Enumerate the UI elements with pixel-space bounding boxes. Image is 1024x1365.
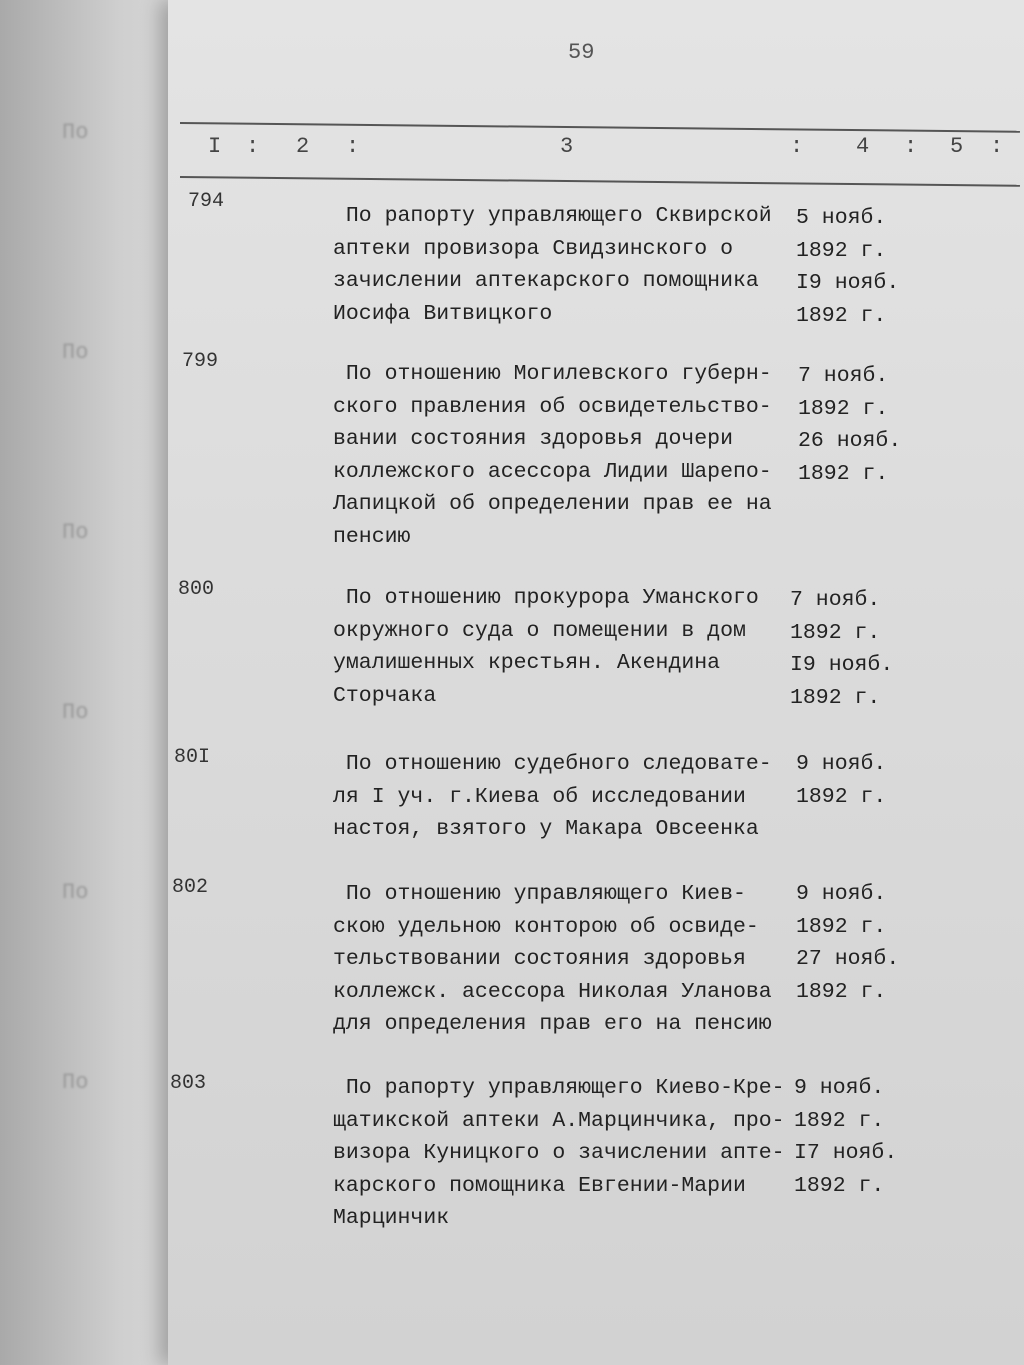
entry-dates [796, 878, 916, 1008]
entry-description [333, 878, 793, 1041]
column-separator: : [990, 134, 1006, 159]
entry-date-line: 1892 г. [798, 396, 889, 421]
entry-line: пенсию [333, 524, 411, 549]
entry-line: По отношению прокурора Уманского [333, 586, 759, 610]
entry-line: настоя, взятого у Макара Овсеенка [333, 817, 759, 841]
page-number: 59 [568, 40, 595, 65]
entry-date-line: 26 нояб. [798, 429, 902, 453]
document-page [168, 0, 1024, 1365]
entry-description [333, 1072, 793, 1235]
entry-date-line: 7 нояб. [790, 588, 881, 612]
entry-number: 803 [170, 1072, 207, 1095]
entry-dates [796, 748, 916, 813]
facing-page-ghost-text: По [62, 880, 89, 905]
entry-line: зачислении аптекарского помощника [333, 269, 759, 293]
entry-date-line: 1892 г. [790, 685, 881, 710]
entry-line: скою удельною конторою об освиде- [333, 914, 759, 939]
entry-date-line: 1892 г. [796, 784, 887, 809]
entry-date-line: 9 нояб. [796, 882, 887, 906]
entry-description [333, 582, 793, 712]
entry-date-line: I9 нояб. [790, 653, 894, 677]
entry-number: 794 [188, 190, 225, 213]
entry-dates [798, 360, 918, 490]
entry-line: карского помощника Евгении-Марии [333, 1173, 746, 1198]
entry-line: коллежского асессора Лидии Шарепо- [333, 459, 772, 484]
column-header-2: 2 [296, 134, 312, 159]
entry-dates [796, 202, 916, 332]
entry-number: 80I [174, 746, 211, 769]
entry-line: По рапорту управляющего Сквирской [333, 204, 772, 228]
column-separator: : [346, 134, 362, 159]
entry-date-line: I7 нояб. [794, 1141, 898, 1165]
entry-date-line: 1892 г. [796, 238, 887, 263]
entry-line: По рапорту управляющего Киево-Кре- [333, 1076, 785, 1100]
entry-number: 799 [182, 350, 219, 373]
entry-description [333, 358, 793, 553]
entry-dates [794, 1072, 914, 1202]
entry-line: ля I уч. г.Киева об исследовании [333, 784, 746, 809]
header-bottom-rule [180, 176, 1020, 187]
entry-line: аптеки провизора Свидзинского о [333, 236, 733, 261]
entry-line: Сторчака [333, 683, 437, 708]
entry-line: По отношению Могилевского губерн- [333, 362, 772, 386]
entry-date-line: 1892 г. [794, 1108, 885, 1133]
entry-line: щатикской аптеки А.Марцинчика, про- [333, 1108, 785, 1133]
entry-dates [790, 584, 910, 714]
entry-line: для определения прав его на пенсию [333, 1012, 772, 1036]
entry-date-line: 27 нояб. [796, 947, 900, 971]
entry-description [333, 748, 793, 846]
entry-line: Марцинчик [333, 1206, 450, 1230]
column-header-3: 3 [560, 134, 576, 159]
entry-line: коллежск. асессора Николая Уланова [333, 979, 772, 1004]
entry-line: ского правления об освидетельство- [333, 394, 772, 419]
entry-date-line: 9 нояб. [794, 1076, 885, 1100]
entry-date-line: 1892 г. [790, 620, 881, 645]
entry-line: Лапицкой об определении прав ее на [333, 492, 772, 516]
entry-date-line: 1892 г. [796, 979, 887, 1004]
entry-line: визора Куницкого о зачислении апте- [333, 1141, 785, 1165]
facing-page-ghost-text: По [62, 520, 89, 545]
entry-date-line: 5 нояб. [796, 206, 887, 230]
entry-line: По отношению управляющего Киев- [333, 882, 746, 906]
entry-date-line: 1892 г. [794, 1173, 885, 1198]
column-separator: : [790, 134, 806, 159]
column-header-5: 5 [950, 134, 966, 159]
column-separator: : [904, 134, 920, 159]
entry-description [333, 200, 793, 330]
entry-date-line: 1892 г. [798, 461, 889, 486]
column-header-1: I [208, 134, 224, 159]
entry-line: Иосифа Витвицкого [333, 301, 553, 326]
column-header-4: 4 [856, 134, 872, 159]
entry-line: умалишенных крестьян. Акендина [333, 651, 721, 675]
entry-date-line: 7 нояб. [798, 364, 889, 388]
entry-line: По отношению судебного следовате- [333, 752, 772, 776]
facing-page-ghost-text: По [62, 340, 89, 365]
entry-date-line: I9 нояб. [796, 271, 900, 295]
entry-number: 800 [178, 578, 215, 601]
header-top-rule [180, 122, 1020, 133]
entry-date-line: 9 нояб. [796, 752, 887, 776]
entry-date-line: 1892 г. [796, 914, 887, 939]
column-separator: : [246, 134, 262, 159]
facing-page-ghost-text: По [62, 120, 89, 145]
entry-line: окружного суда о помещении в дом [333, 618, 746, 643]
entry-number: 802 [172, 876, 209, 899]
entry-line: вании состояния здоровья дочери [333, 427, 733, 451]
facing-page-ghost-text: По [62, 1070, 89, 1095]
entry-line: тельствовании состояния здоровья [333, 947, 746, 971]
facing-page-ghost-text: По [62, 700, 89, 725]
entry-date-line: 1892 г. [796, 303, 887, 328]
